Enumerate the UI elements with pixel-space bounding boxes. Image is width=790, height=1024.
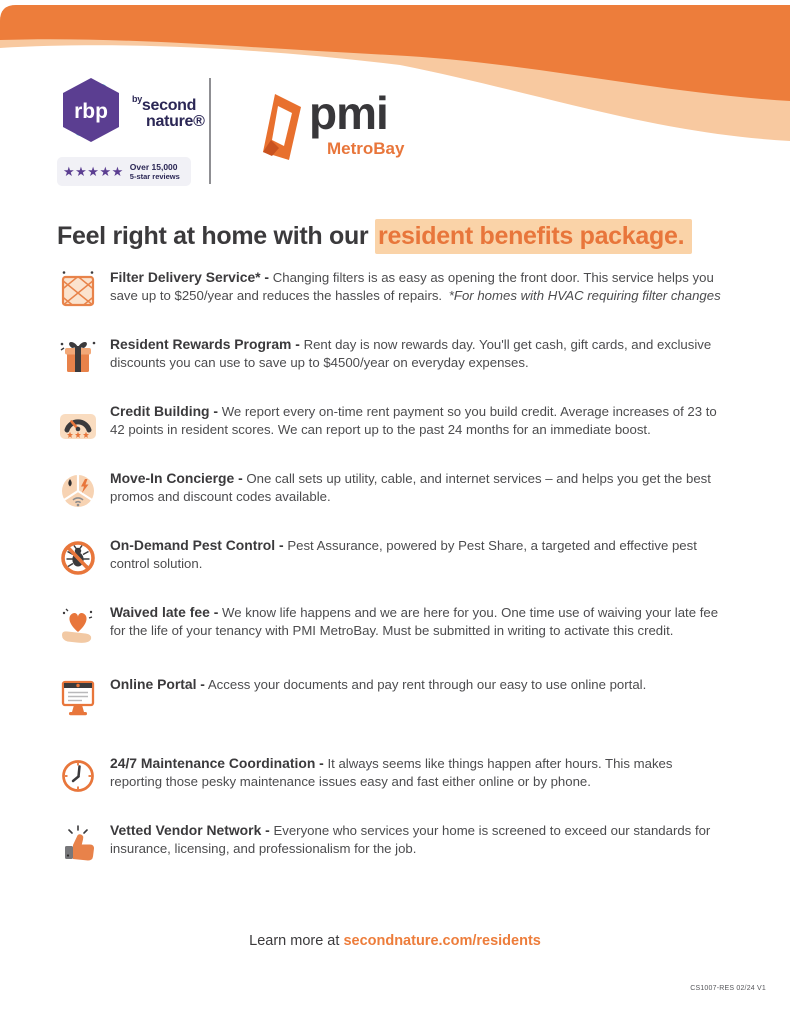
headline-highlight: resident benefits package. xyxy=(375,219,692,254)
benefit-credit-building xyxy=(57,402,725,446)
brand-bar xyxy=(57,76,404,186)
benefit-title: Move-In Concierge - xyxy=(110,470,243,486)
pmi-wordmark: pmi xyxy=(309,87,388,139)
benefit-desc: It always seems like things happen after hours. This makes reporting those pesky maintenance issues easy and fast either online or by phone. xyxy=(110,756,673,789)
reviews-label: 5-star reviews xyxy=(129,172,180,181)
benefit-text xyxy=(110,675,646,719)
benefit-resident-rewards xyxy=(57,335,725,379)
benefit-title: On-Demand Pest Control - xyxy=(110,537,284,553)
benefit-desc: We know life happens and we are here for you. One time use of waiving your late fee for the life of your tenancy with PMI MetroBay. Must be submitted in writing to activate this credit. xyxy=(110,605,719,638)
filter-icon xyxy=(57,268,99,312)
byline-nature: nature® xyxy=(146,113,205,130)
benefit-filter-delivery xyxy=(57,268,725,312)
benefit-title: Filter Delivery Service* - xyxy=(110,269,270,285)
benefit-title: Online Portal - xyxy=(110,676,205,692)
benefit-waived-late-fee xyxy=(57,603,725,647)
footer-link[interactable]: secondnature.com/residents xyxy=(343,933,541,949)
benefit-pest-control xyxy=(57,536,725,580)
rbp-logo-icon xyxy=(57,76,125,149)
benefit-vendor-network xyxy=(57,821,725,865)
benefit-title: Resident Rewards Program - xyxy=(110,336,300,352)
pmi-location: MetroBay xyxy=(327,138,405,158)
pmi-logo-icon xyxy=(251,90,303,169)
heart-hand-icon xyxy=(57,603,99,647)
footer xyxy=(0,933,790,949)
benefits-list xyxy=(57,268,725,865)
benefit-desc: We report every on-time rent payment so you build credit. Average increases of 23 to 42 points in resident scores. We can report up to the past 24 months for an immediate boost. xyxy=(110,404,717,437)
rbp-logo-block xyxy=(57,76,205,186)
online-portal-icon xyxy=(57,675,99,719)
credit-gauge-icon xyxy=(57,402,99,446)
benefit-desc: Access your documents and pay rent through our easy to use online portal. xyxy=(207,677,647,692)
benefit-note: *For homes with HVAC requiring filter changes xyxy=(448,287,721,303)
svg-text:rbp: rbp xyxy=(74,100,108,123)
pmi-logo-block xyxy=(251,87,405,169)
benefit-desc: Everyone who services your home is screened to exceed our standards for insurance, licensing, and professionalism for the job. xyxy=(110,823,711,856)
gift-icon xyxy=(57,335,99,379)
benefit-text xyxy=(110,402,725,446)
reviews-count: Over 15,000 xyxy=(129,162,178,172)
document-code: CS1007-RES 02/24 V1 xyxy=(690,985,766,992)
logo-divider xyxy=(209,78,211,184)
benefit-desc: Pest Assurance, powered by Pest Share, a targeted and effective pest control solution. xyxy=(110,538,697,571)
thumbs-up-icon xyxy=(57,821,99,865)
benefit-desc: Rent day is now rewards day. You'll get cash, gift cards, and exclusive discounts you can use to save up to $4500/year on everyday expenses. xyxy=(110,337,712,370)
second-nature-wordmark xyxy=(132,95,205,130)
headline-prefix: Feel right at home with our xyxy=(57,222,376,250)
benefit-text xyxy=(110,469,725,513)
benefit-title: 24/7 Maintenance Coordination - xyxy=(110,755,324,771)
utilities-icon xyxy=(57,469,99,513)
benefit-text xyxy=(110,335,725,379)
benefit-text xyxy=(110,536,725,580)
benefit-maintenance xyxy=(57,754,725,798)
benefit-text xyxy=(110,268,725,312)
benefit-title: Waived late fee - xyxy=(110,604,219,620)
benefit-text xyxy=(110,754,725,798)
footer-prefix: Learn more at xyxy=(249,933,344,949)
page-title xyxy=(57,222,692,251)
benefit-online-portal xyxy=(57,675,725,719)
benefit-desc: One call sets up utility, cable, and internet services – and helps you get the best promos and discount codes available. xyxy=(110,471,711,504)
reviews-badge xyxy=(57,157,191,186)
byline-second: second xyxy=(141,97,197,114)
benefit-move-in-concierge xyxy=(57,469,725,513)
five-star-icons: ★★★★★ xyxy=(63,164,124,179)
benefit-desc: Changing filters is as easy as opening the front door. This service helps you save up to $250/year and reduces the hassles of repairs. xyxy=(110,270,714,303)
benefit-title: Credit Building - xyxy=(110,403,219,419)
benefit-text xyxy=(110,821,725,865)
no-pest-icon xyxy=(57,536,99,580)
benefit-text xyxy=(110,603,725,647)
benefit-title: Vetted Vendor Network - xyxy=(110,822,270,838)
byline-by: by xyxy=(132,94,142,104)
clock-icon xyxy=(57,754,99,798)
